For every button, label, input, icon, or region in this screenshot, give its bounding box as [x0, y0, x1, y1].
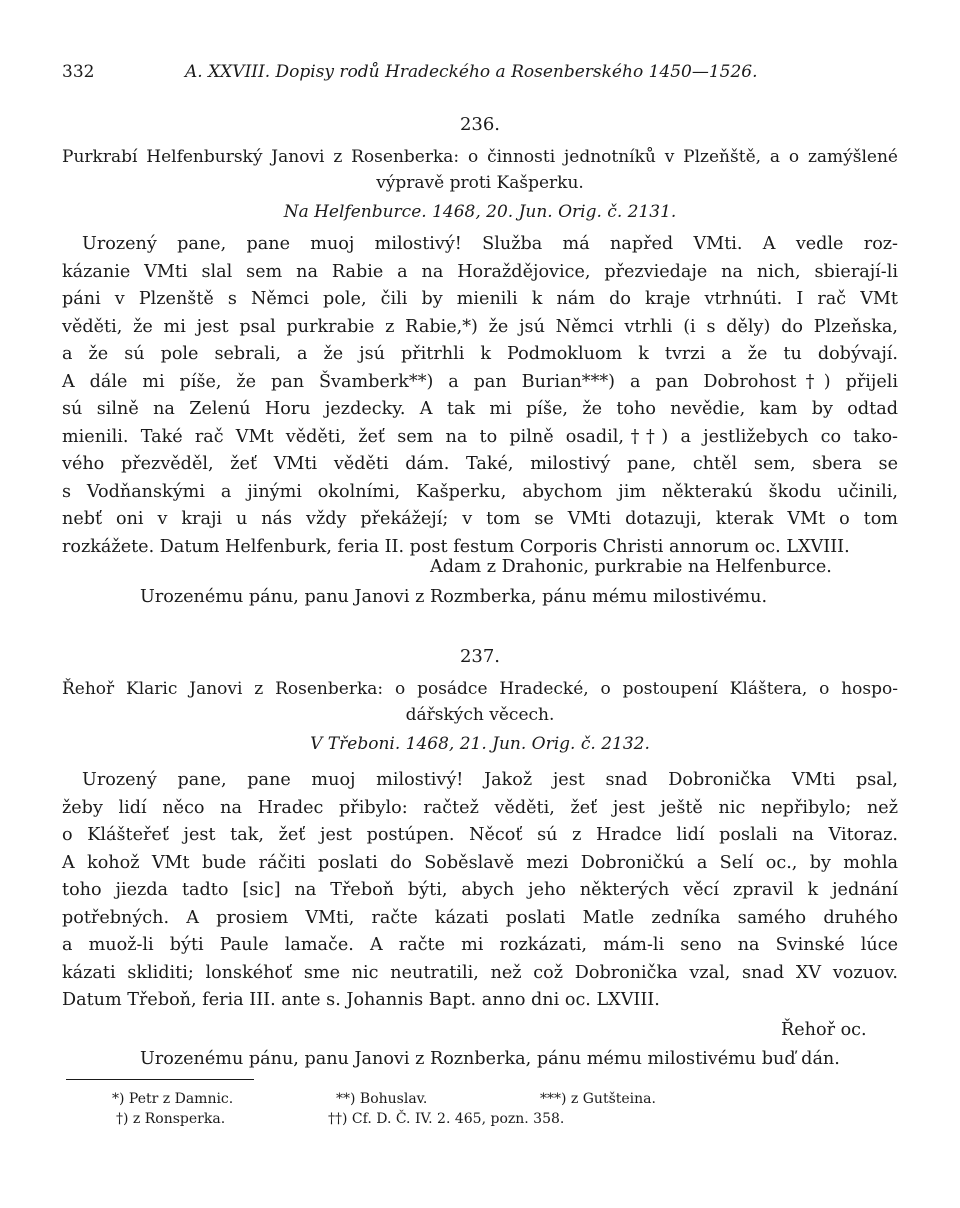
footnote [328, 1111, 564, 1127]
summary-line: Purkrabí Helfenburský Janovi z Rosenberka: o činnosti jednotníků v Plzeňště, a o zamýšlené [62, 147, 898, 167]
footnote-mark: ††) [328, 1111, 348, 1127]
letter-summary [62, 144, 898, 196]
body-line: A kohož VMt bude ráčiti poslati do Soběslavě mezi Dobroničkú a Selí oc., by mohla [62, 852, 898, 873]
footnote [112, 1091, 233, 1107]
body-line: nebť oni v kraji u nás vždy překážejí; v tom se VMti dotazuji, kterak VMt o tom [62, 509, 898, 529]
body-line: Urozený pane, pane muoj milostivý! Služba má napřed VMti. A vedle roz- [82, 234, 898, 254]
letter-address: Urozenému pánu, panu Janovi z Roznberka, pánu mému milostivému buď dán. [140, 1049, 840, 1069]
letter-number: 236. [459, 114, 501, 135]
footnote-text: z Ronsperka. [132, 1111, 226, 1127]
body-line: potřebných. A prosiem VMti, račte kázati poslati Matle zedníka samého druhého [62, 907, 898, 928]
body-line: toho jiezda tadto [sic] na Třeboň býti, abych jeho některých věcí zpravil k jednání [62, 880, 898, 900]
body-line: s Vodňanskými a jinými okolními, Kašperku, abychom jim některakú škodu učinili, [62, 481, 898, 502]
body-line: rozkážete. Datum Helfenburk, feria II. post festum Corporis Christi annorum oc. LXVIII. [62, 536, 850, 557]
footnote-text: Bohuslav. [359, 1091, 428, 1107]
footnote [116, 1111, 225, 1127]
body-line: kázanie VMti slal sem na Rabie a na Horaždějovice, přezviedaje na nich, sbierají-li [62, 261, 898, 282]
footnote-mark: **) [336, 1091, 356, 1107]
body-line: mienili. Také rač VMt věděti, žeť sem na to pilně osadil,††) a jestližebych co tako- [62, 426, 898, 447]
body-line: Datum Třeboň, feria III. ante s. Johannis Bapt. anno dni oc. LXVIII. [62, 990, 660, 1010]
letter-signature: Adam z Drahonic, purkrabie na Helfenburce. [430, 557, 832, 577]
footnote [540, 1091, 656, 1107]
body-line: kázati skliditi; lonskéhoť sme nic neutratili, než což Dobronička vzal, snad XV vozuov. [62, 962, 898, 983]
summary-line: dářských věcech. [405, 705, 555, 725]
footnote-text: z Gutšteina. [570, 1091, 656, 1107]
footnote-text: Petr z Damnic. [128, 1091, 234, 1107]
footnote-mark: ***) [540, 1091, 567, 1107]
body-line: A dále mi píše, že pan Švamberk**) a pan Burian***) a pan Dobrohost†) přijeli [62, 371, 898, 392]
footnote-mark: †) [116, 1111, 129, 1127]
body-line: sú silně na Zelenú Horu jezdecky. A tak mi píše, že toho nevědie, kam by odtad [62, 399, 898, 419]
letter-signature: Řehoř oc. [781, 1020, 867, 1040]
body-line: a muož-li býti Paule lamače. A račte mi rozkázati, mám-li seno na Svinské lúce [62, 935, 898, 955]
body-line: vého přezvěděl, žeť VMti věděti dám. Také, milostivý pane, chtěl sem, sbera se [62, 454, 898, 474]
letter-dateline: Na Helfenburce. 1468, 20. Jun. Orig. č. 2131. [283, 202, 677, 222]
body-line: o Klášteřeť jest tak, žeť jest postúpen. Něcoť sú z Hradce lidí poslali na Vitoraz. [62, 825, 898, 845]
footnote-rule [66, 1079, 254, 1080]
page-number: 332 [62, 62, 95, 82]
letter-number: 237. [459, 646, 501, 667]
letter-dateline: V Třeboni. 1468, 21. Jun. Orig. č. 2132. [310, 734, 650, 754]
body-line: páni v Plzenště s Němci pole, čili by mienili k nám do kraje vtrhnúti. I rač VMt [62, 289, 898, 309]
body-line: věděti, že mi jest psal purkrabie z Rabie,*) že jsú Němci vtrhli (i s děly) do Plzeňska, [62, 316, 898, 337]
body-line: a že sú pole sebrali, a že jsú přitrhli k Podmokluom k tvrzi a že tu dobývají. [62, 344, 898, 364]
footnote-text: Cf. D. Č. IV. 2. 465, pozn. 358. [351, 1111, 565, 1127]
letter-body [62, 767, 898, 1015]
body-line: Urozený pane, pane muoj milostivý! Jakož jest snad Dobronička VMti psal, [82, 770, 898, 790]
summary-line: Řehoř Klaric Janovi z Rosenberka: o posádce Hradecké, o postoupení Kláštera, o hospo- [62, 679, 898, 699]
footnote [336, 1091, 427, 1107]
letter-summary [62, 676, 898, 728]
letter-body [62, 231, 898, 561]
footnote-mark: *) [112, 1091, 125, 1107]
letter-address: Urozenému pánu, panu Janovi z Rozmberka, pánu mému milostivému. [140, 587, 768, 607]
body-line: žeby lidí něco na Hradec přibylo: račtež věděti, žeť jest ještě nic nepřibylo; než [62, 797, 898, 818]
summary-line: výpravě proti Kašperku. [376, 173, 584, 193]
running-title: A. XXVIII. Dopisy rodů Hradeckého a Rosenberského 1450—1526. [185, 62, 758, 82]
